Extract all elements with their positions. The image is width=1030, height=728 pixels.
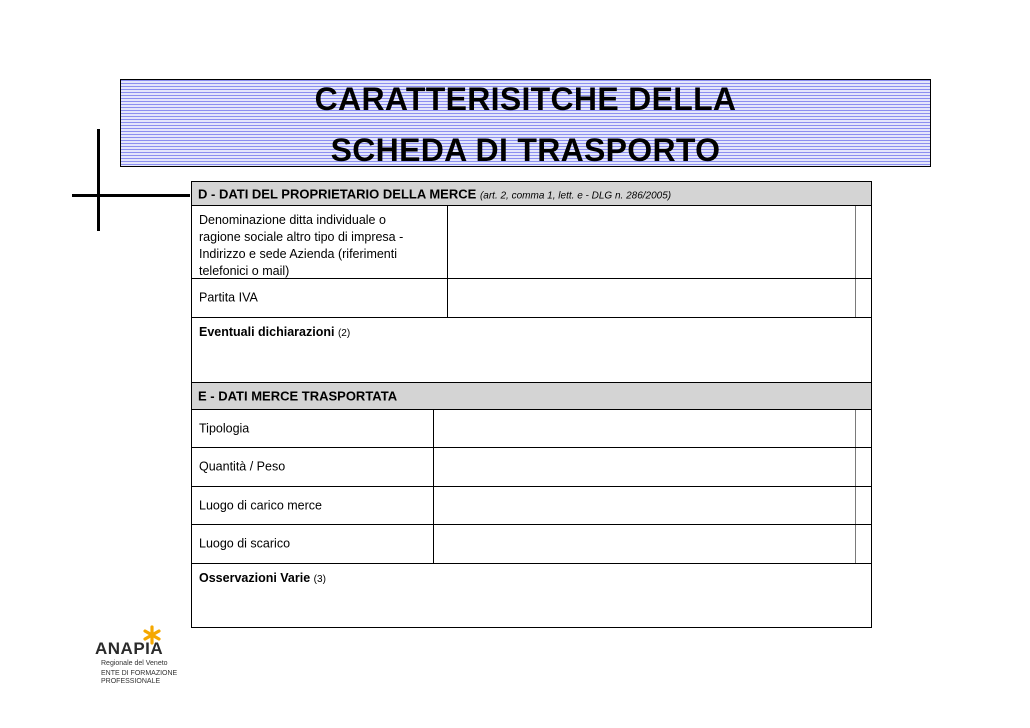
osservazioni-field[interactable]: [192, 588, 871, 627]
denominazione-label-line-1: Denominazione ditta individuale o: [199, 213, 386, 227]
column-divider: [855, 487, 856, 524]
logo-subtitle: PROFESSIONALE: [101, 678, 161, 685]
section-d-header: [192, 182, 871, 206]
row-partita-iva: [192, 279, 871, 318]
row-dichiarazioni: [192, 318, 871, 383]
carico-label: Luogo di carico merce: [199, 498, 322, 512]
section-e-header: [192, 383, 871, 410]
crosshair-horizontal-mark: [72, 194, 190, 197]
quantita-field[interactable]: [434, 448, 855, 486]
section-d-heading-note: (art. 2, comma 1, lett. e - DLG n. 286/2005): [479, 190, 672, 201]
row-osservazioni: [192, 564, 871, 627]
logo-name: ANAPIA: [95, 639, 164, 658]
logo-subtitle: Regionale del Veneto: [101, 660, 168, 667]
row-denominazione: [192, 206, 871, 279]
section-e-heading: E - DATI MERCE TRASPORTATA: [198, 388, 398, 404]
carico-field[interactable]: [434, 487, 855, 524]
osservazioni-label-text: Osservazioni Varie: [199, 571, 311, 585]
section-d-heading: D - DATI DEL PROPRIETARIO DELLA MERCE: [198, 186, 477, 201]
dichiarazioni-note: (2): [337, 328, 351, 339]
osservazioni-label: [199, 570, 326, 588]
title-banner: [120, 79, 931, 167]
dichiarazioni-field[interactable]: [192, 342, 871, 382]
osservazioni-note: (3): [313, 574, 326, 585]
denominazione-label: [199, 212, 403, 280]
tipologia-label: Tipologia: [199, 421, 250, 435]
tipologia-field[interactable]: [434, 410, 855, 447]
scarico-label: Luogo di scarico: [199, 536, 291, 551]
column-divider: [855, 525, 856, 563]
dichiarazioni-label: [199, 324, 350, 342]
denominazione-field[interactable]: [448, 206, 855, 278]
denominazione-label-line-4: telefonici o mail): [199, 264, 290, 278]
anapia-logo: [95, 625, 205, 695]
row-carico: [192, 487, 871, 525]
row-scarico: [192, 525, 871, 564]
column-divider: [855, 279, 856, 317]
logo-subtitle: ENTE DI FORMAZIONE: [101, 670, 178, 677]
title-line-2: SCHEDA DI TRASPORTO: [330, 132, 721, 168]
partita-iva-label: Partita IVA: [199, 290, 258, 305]
partita-iva-field[interactable]: [448, 279, 855, 317]
title-line-1: CARATTERISITCHE DELLA: [314, 81, 737, 117]
denominazione-label-line-3: Indirizzo e sede Azienda (riferimenti: [199, 247, 398, 261]
row-tipologia: [192, 410, 871, 448]
transport-form: [191, 181, 872, 628]
crosshair-vertical-mark: [97, 129, 100, 231]
dichiarazioni-label-text: Eventuali dichiarazioni: [199, 325, 335, 339]
column-divider: [855, 448, 856, 486]
column-divider: [855, 410, 856, 447]
quantita-label: Quantità / Peso: [199, 459, 286, 474]
scarico-field[interactable]: [434, 525, 855, 563]
column-divider: [855, 206, 856, 278]
denominazione-label-line-2: ragione sociale altro tipo di impresa -: [199, 230, 404, 244]
row-quantita: [192, 448, 871, 487]
